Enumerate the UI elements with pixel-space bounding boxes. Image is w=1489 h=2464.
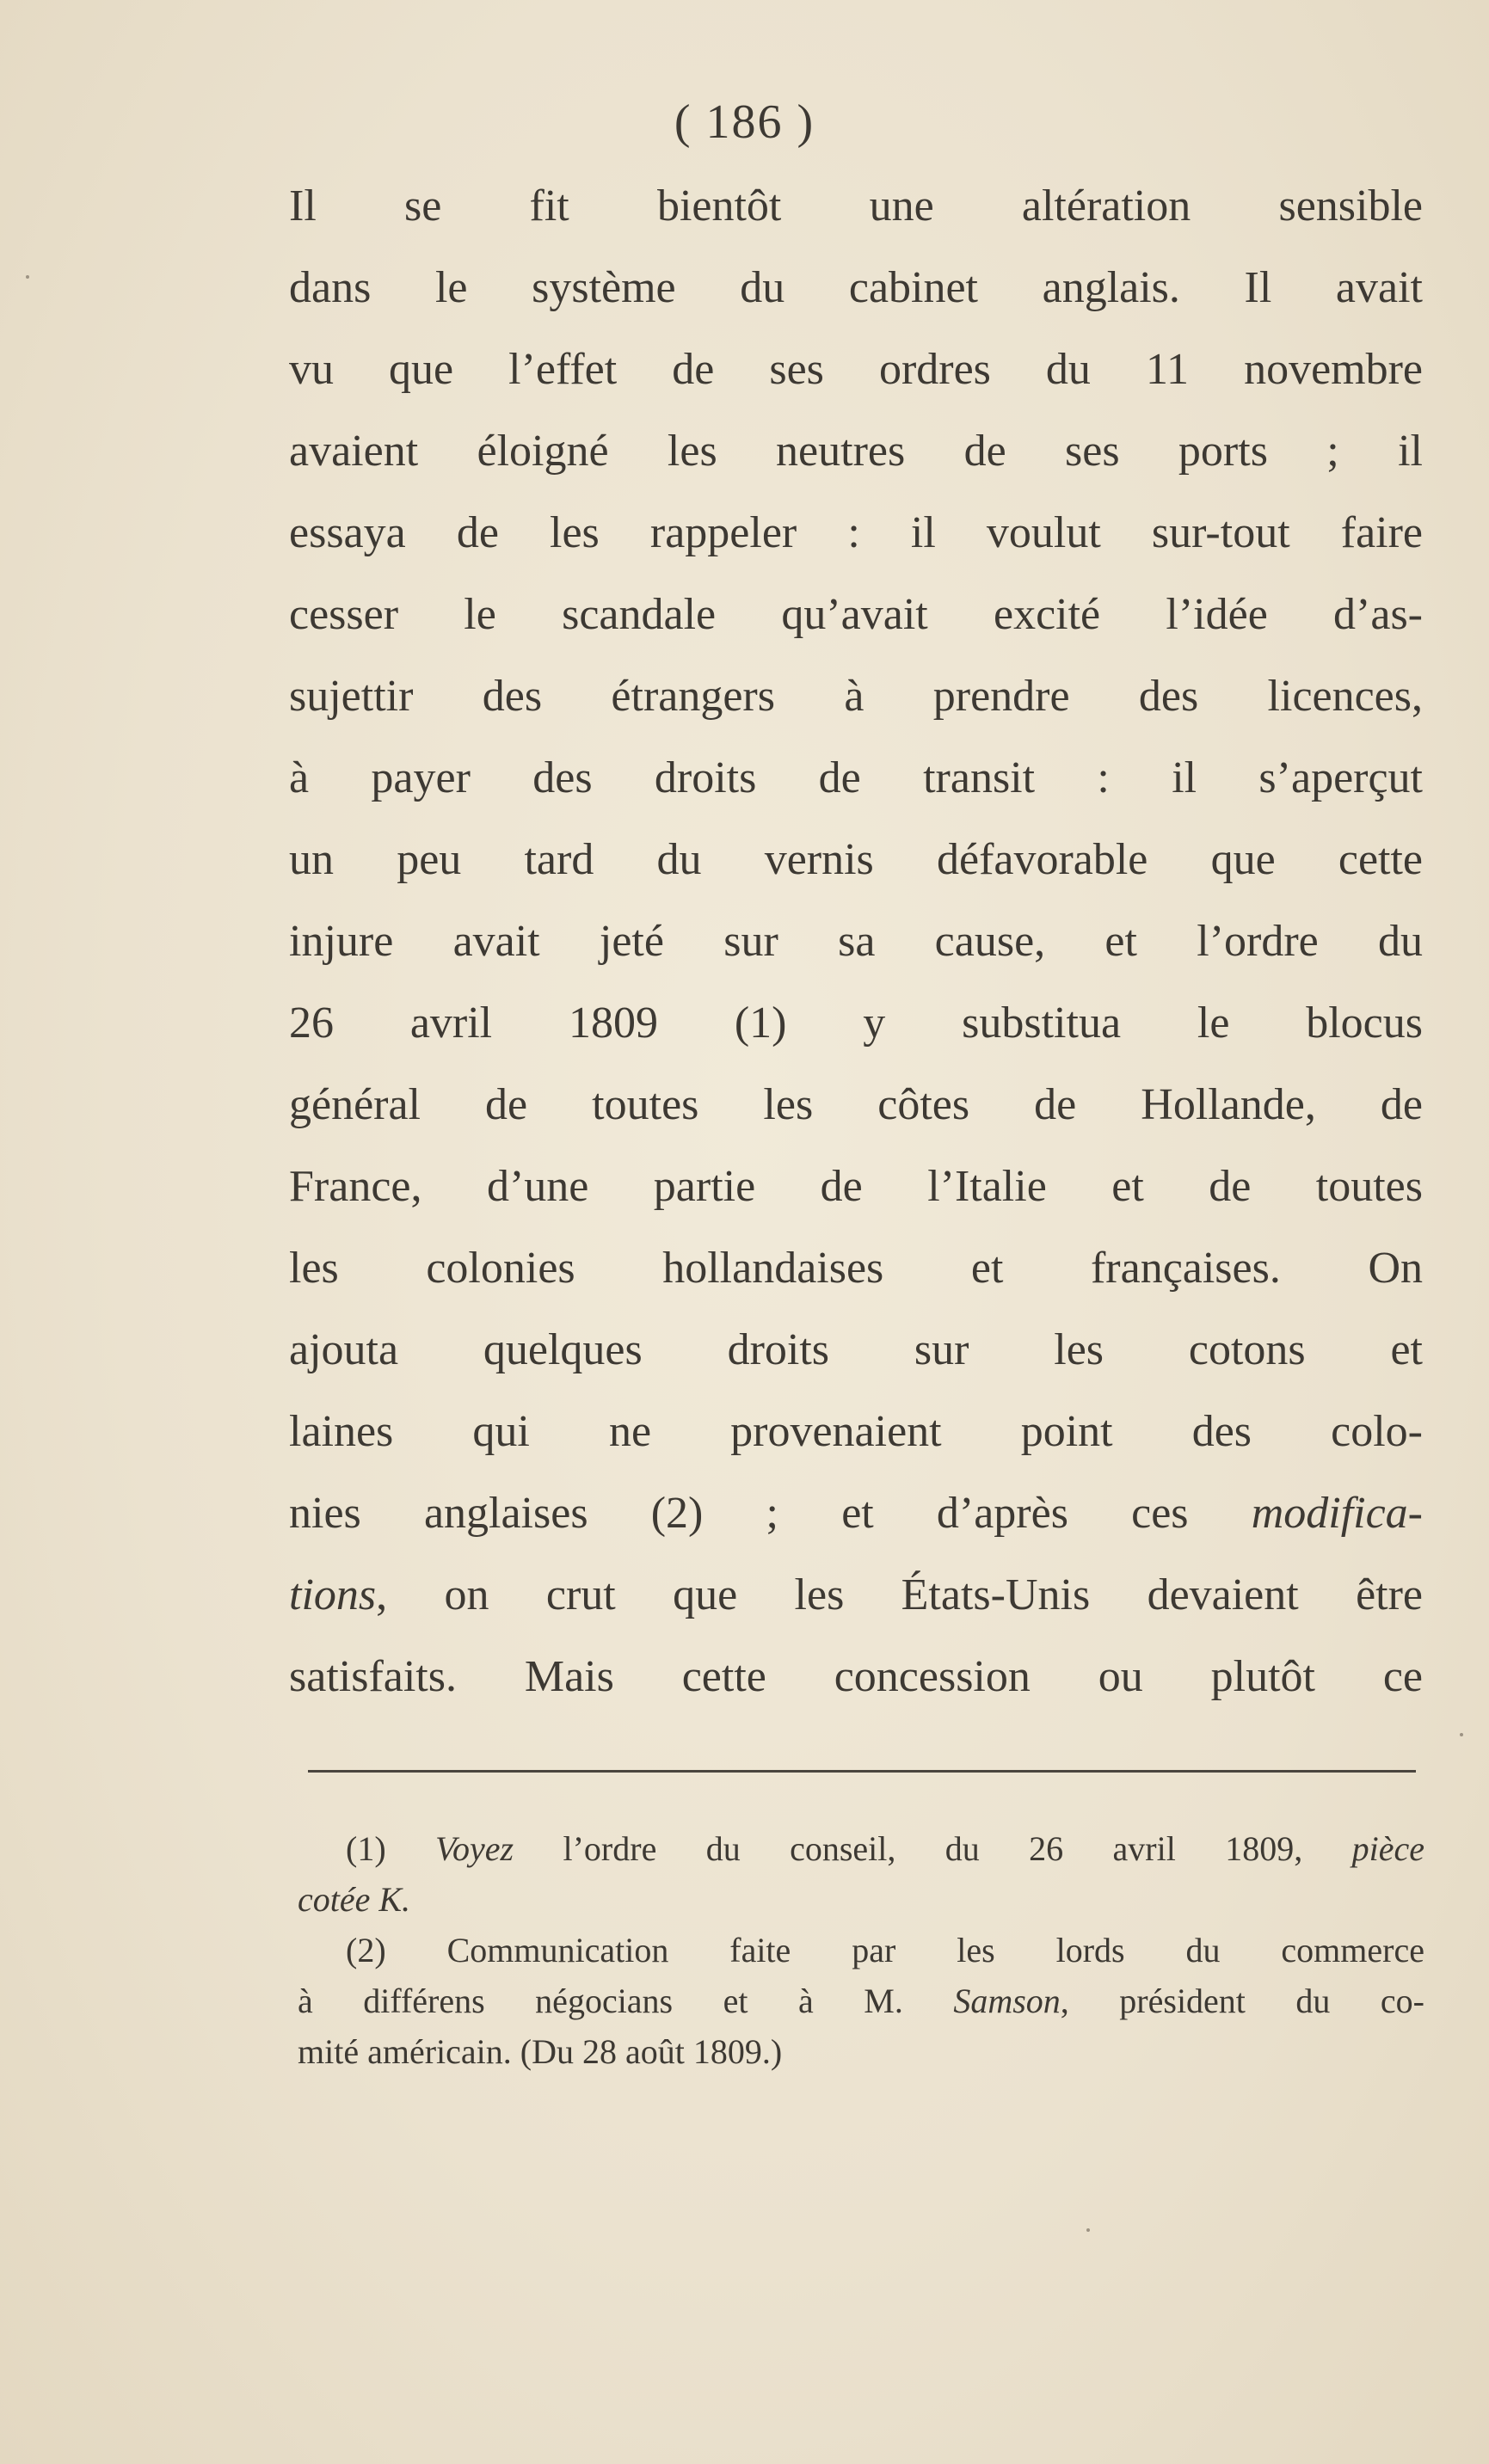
body-text xyxy=(289,165,1423,1717)
body-line xyxy=(289,1472,1423,1554)
footnote-2 xyxy=(298,1925,1424,2077)
body-line xyxy=(289,1391,1423,1472)
text-segment: , président du co- xyxy=(1060,1982,1425,2020)
page-number: ( 186 ) xyxy=(674,95,815,149)
text-segment: mité américain. (Du 28 août 1809.) xyxy=(298,2032,783,2071)
footnote-line xyxy=(298,1925,1424,1976)
text-segment: (1) xyxy=(346,1829,436,1868)
paper-speck xyxy=(26,275,29,279)
italic-segment: cotée K. xyxy=(298,1880,411,1919)
footnote-divider xyxy=(308,1770,1416,1773)
italic-segment: Samson xyxy=(953,1982,1061,2020)
footnote-line xyxy=(298,1976,1424,2026)
italic-segment: pièce xyxy=(1351,1829,1424,1868)
body-line xyxy=(289,1146,1423,1227)
text-segment: ajouta quelques droits sur les cotons et xyxy=(289,1325,1423,1374)
footnote-line xyxy=(298,2026,1424,2077)
italic-segment: tions xyxy=(289,1570,377,1619)
footnote-line xyxy=(298,1823,1424,1874)
body-line xyxy=(289,982,1423,1064)
text-segment: , on crut que les États-Unis devaient être xyxy=(376,1570,1423,1619)
text-segment: à payer des droits de transit : il s’aperçut xyxy=(289,753,1423,802)
body-line xyxy=(289,900,1423,982)
text-segment: laines qui ne provenaient point des colo- xyxy=(289,1407,1423,1456)
body-line xyxy=(289,1064,1423,1146)
body-line xyxy=(289,492,1423,574)
footnote-line xyxy=(298,1874,1424,1925)
text-segment: sujettir des étrangers à prendre des licences, xyxy=(289,672,1423,721)
text-segment: satisfaits. Mais cette concession ou plutôt ce xyxy=(289,1652,1423,1701)
body-line xyxy=(289,655,1423,737)
text-segment: France, d’une partie de l’Italie et de toutes xyxy=(289,1162,1423,1211)
body-line xyxy=(289,329,1423,410)
text-segment: général de toutes les côtes de Hollande, de xyxy=(289,1080,1423,1129)
text-segment: l’ordre du conseil, du 26 avril 1809, xyxy=(514,1829,1352,1868)
paper-speck xyxy=(1460,1733,1463,1736)
body-line xyxy=(289,1227,1423,1309)
text-segment: avaient éloigné les neutres de ses ports ; il xyxy=(289,427,1423,476)
text-segment: nies anglaises (2) ; et d’après ces xyxy=(289,1489,1252,1538)
body-line xyxy=(289,1554,1423,1636)
body-line xyxy=(289,574,1423,655)
body-line xyxy=(289,247,1423,329)
text-segment: 26 avril 1809 (1) y substitua le blocus xyxy=(289,999,1423,1048)
italic-segment: Voyez xyxy=(435,1829,514,1868)
text-segment: injure avait jeté sur sa cause, et l’ordre du xyxy=(289,917,1423,966)
text-segment: un peu tard du vernis défavorable que cette xyxy=(289,835,1423,884)
text-segment: à différens négocians et à M. xyxy=(298,1982,954,2020)
footnote-1 xyxy=(298,1823,1424,1925)
text-segment: Il se fit bientôt une altération sensible xyxy=(289,181,1423,230)
text-segment: cesser le scandale qu’avait excité l’idée d’as- xyxy=(289,590,1423,639)
body-line xyxy=(289,819,1423,900)
body-line xyxy=(289,1309,1423,1391)
body-line xyxy=(289,737,1423,819)
text-segment: les colonies hollandaises et françaises. On xyxy=(289,1244,1423,1293)
body-line xyxy=(289,410,1423,492)
paper-speck xyxy=(1086,2228,1090,2232)
body-line xyxy=(289,165,1423,247)
text-segment: dans le système du cabinet anglais. Il avait xyxy=(289,263,1423,312)
text-segment: vu que l’effet de ses ordres du 11 novembre xyxy=(289,345,1423,394)
text-segment: (2) Communication faite par les lords du commerce xyxy=(346,1931,1424,1969)
body-line xyxy=(289,1636,1423,1717)
italic-segment: modifica- xyxy=(1251,1489,1423,1538)
text-segment: essaya de les rappeler : il voulut sur-tout faire xyxy=(289,508,1423,557)
footnotes xyxy=(298,1823,1424,2077)
